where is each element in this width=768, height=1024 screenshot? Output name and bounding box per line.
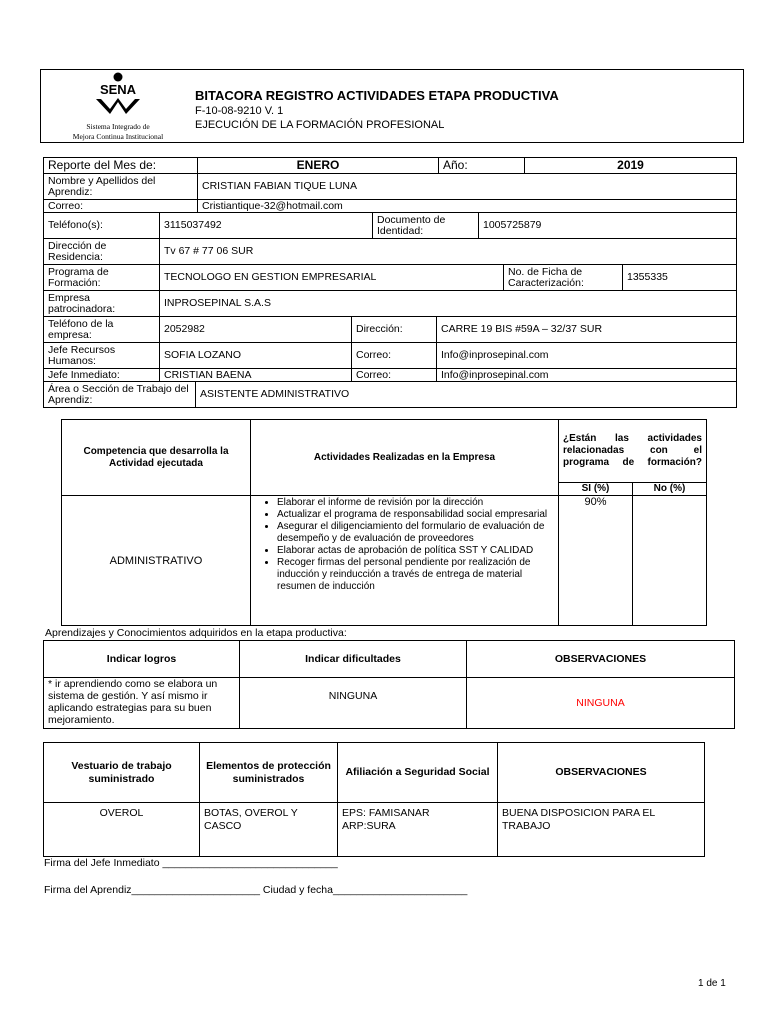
eps-value: EPS: FAMISANAR	[342, 807, 430, 819]
competencia-value: ADMINISTRATIVO	[62, 496, 251, 626]
logo-caption-2: Mejora Continua Institucional	[72, 132, 164, 141]
logros-table	[43, 640, 735, 729]
empresa-label: Empresa patrocinadora:	[44, 291, 160, 317]
direccion-res-label: Dirección de Residencia:	[44, 239, 160, 265]
document-code: F-10-08-9210 V. 1	[195, 105, 284, 117]
arp-value: ARP:SURA	[342, 820, 396, 832]
logo-caption-1: Sistema Integrado de	[86, 122, 150, 131]
telefono-label: Teléfono(s):	[44, 213, 160, 239]
documento-value: 1005725879	[479, 213, 737, 239]
firma-jefe-line: Firma del Jefe Inmediato ______________________________	[44, 857, 338, 869]
dificultades-value: NINGUNA	[240, 678, 467, 729]
page-number: 1 de 1	[698, 978, 726, 989]
info-table	[43, 157, 737, 213]
jefe-inm-correo: Info@inprosepinal.com	[437, 369, 737, 382]
observaciones-header: OBSERVACIONES	[467, 641, 735, 678]
anio-label: Año:	[439, 158, 525, 174]
jefe-inm-value: CRISTIAN BAENA	[160, 369, 352, 382]
list-item: • Elaborar actas de aprobación de política SST Y CALIDAD	[277, 545, 554, 557]
aprendizajes-caption: Aprendizajes y Conocimientos adquiridos en la etapa productiva:	[45, 627, 347, 639]
jefe-inm-label: Jefe Inmediato:	[44, 369, 160, 382]
empresa-value: INPROSEPINAL S.A.S	[160, 291, 737, 317]
jefe-rh-label: Jefe Recursos Humanos:	[44, 343, 160, 369]
document-subtitle: EJECUCIÓN DE LA FORMACIÓN PROFESIONAL	[195, 119, 445, 131]
correo-rh-label: Correo:	[352, 343, 437, 369]
documento-label: Documento de Identidad:	[373, 213, 479, 239]
anio-value: 2019	[525, 158, 737, 174]
telefono-value: 3115037492	[160, 213, 373, 239]
svg-text:SENA: SENA	[99, 82, 137, 97]
list-item: • Elaborar el informe de revisión por la dirección	[277, 497, 554, 509]
competencia-header: Competencia que desarrolla la Actividad ejecutada	[62, 420, 251, 496]
jefe-rh-correo: Info@inprosepinal.com	[437, 343, 737, 369]
area-value: ASISTENTE ADMINISTRATIVO	[196, 382, 737, 408]
elementos-header: Elementos de protección suministrados	[200, 743, 338, 803]
no-value	[633, 496, 707, 626]
direccion-empresa-value: CARRE 19 BIS #59A – 32/37 SUR	[437, 317, 737, 343]
actividades-list-cell	[251, 496, 559, 626]
sena-logo	[62, 72, 174, 140]
firma-aprendiz-line: Firma del Aprendiz______________________ Ciudad y fecha_______________________	[44, 884, 468, 896]
jefe-rh-value: SOFIA LOZANO	[160, 343, 352, 369]
logros-header: Indicar logros	[44, 641, 240, 678]
ficha-value: 1355335	[623, 265, 737, 291]
programa-value: TECNOLOGO EN GESTION EMPRESARIAL	[160, 265, 504, 291]
sena-logo-icon	[88, 72, 148, 116]
tel-empresa-value: 2052982	[160, 317, 352, 343]
vestuario-observaciones-header: OBSERVACIONES	[498, 743, 705, 803]
actividades-list	[255, 497, 554, 593]
vestuario-header: Vestuario de trabajo suministrado	[44, 743, 200, 803]
nombre-value: CRISTIAN FABIAN TIQUE LUNA	[198, 174, 737, 200]
list-item: • Actualizar el programa de responsabilidad social empresarial	[277, 509, 554, 521]
ficha-label: No. de Ficha de Caracterización:	[504, 265, 623, 291]
programa-label: Programa de Formación:	[44, 265, 160, 291]
residence-table	[43, 238, 737, 265]
logros-value: * ir aprendiendo como se elabora un sistema de gestión. Y así mismo ir aplicando estrategias para su buen mejoramiento.	[44, 678, 240, 729]
area-label: Área o Sección de Trabajo del Aprendiz:	[44, 382, 196, 408]
elementos-value: BOTAS, OVEROL Y CASCO	[200, 803, 338, 857]
correo-inm-label: Correo:	[352, 369, 437, 382]
direccion-res-value: Tv 67 # 77 06 SUR	[160, 239, 737, 265]
direccion-label: Dirección:	[352, 317, 437, 343]
list-item: • Recoger firmas del personal pendiente por realización de inducción y reinducción a través de entrega de material resumen de inducción	[277, 557, 554, 593]
correo-label: Correo:	[44, 200, 198, 213]
afiliacion-value	[338, 803, 498, 857]
dificultades-header: Indicar dificultades	[240, 641, 467, 678]
nombre-label: Nombre y Apellidos del Aprendiz:	[44, 174, 198, 200]
document-title: BITACORA REGISTRO ACTIVIDADES ETAPA PRODUCTIVA	[195, 88, 559, 103]
vestuario-table	[43, 742, 705, 857]
afiliacion-header: Afiliación a Seguridad Social	[338, 743, 498, 803]
contact-table	[43, 212, 737, 239]
programa-table	[43, 264, 737, 291]
reporte-label: Reporte del Mes de:	[44, 158, 198, 174]
observaciones-value: NINGUNA	[467, 678, 735, 729]
mes-value: ENERO	[198, 158, 439, 174]
empresa-table	[43, 290, 737, 317]
list-item: • Asegurar el diligenciamiento del formulario de evaluación de desempeño y de evaluación de proveedores	[277, 521, 554, 545]
vestuario-observaciones-value: BUENA DISPOSICION PARA EL TRABAJO	[498, 803, 705, 857]
area-table	[43, 381, 737, 408]
relacion-header: ¿Están las actividades relacionadas con el programa de formación?	[559, 420, 707, 483]
si-value: 90%	[559, 496, 633, 626]
si-header: SI (%)	[559, 483, 633, 496]
correo-value: Cristiantique-32@hotmail.com	[198, 200, 737, 213]
actividades-header: Actividades Realizadas en la Empresa	[251, 420, 559, 496]
vestuario-value: OVEROL	[44, 803, 200, 857]
no-header: No (%)	[633, 483, 707, 496]
activities-table	[61, 419, 707, 626]
empresa-contact-table	[43, 316, 737, 382]
tel-empresa-label: Teléfono de la empresa:	[44, 317, 160, 343]
